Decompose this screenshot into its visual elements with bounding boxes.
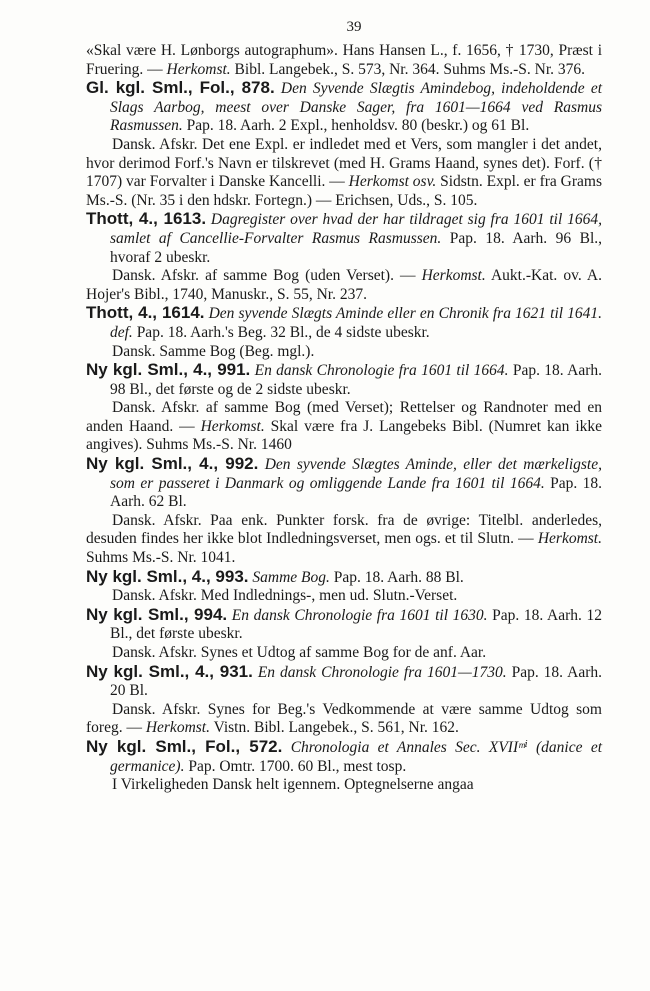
entry-title: Samme Bog. xyxy=(252,568,330,586)
catalog-entry xyxy=(86,304,602,361)
entry-title: En dansk Chronologie fra 1601 til 1630. xyxy=(231,606,488,624)
entry-note xyxy=(86,587,602,606)
entry-heading xyxy=(86,455,602,512)
entry-heading xyxy=(86,738,602,776)
catalog-entry xyxy=(86,79,602,210)
shelfmark: Ny kgl. Sml., Fol., 572. xyxy=(86,736,283,756)
herkomst-label: Herkomst. xyxy=(421,267,486,285)
entry-note xyxy=(86,267,602,304)
herkomst-label: Herkomst osv. xyxy=(348,173,437,191)
entry-description: Pap. 18. Aarh. 12 Bl., det første ubeskr. xyxy=(110,606,602,643)
entry-note xyxy=(86,701,602,738)
entry-title: En dansk Chronologie fra 1601 til 1664. xyxy=(254,362,509,380)
catalog-entry xyxy=(86,738,602,795)
entry-description: Pap. 18. Aarh. 62 Bl. xyxy=(110,474,603,511)
catalog-entry xyxy=(86,568,602,606)
catalog-entry xyxy=(86,663,602,738)
entry-heading xyxy=(86,361,602,399)
entry-title: Den Syvende Slægtis Amindebog, indeholdende et Slags Aarbog, meest over Danske Sager, fra 1601—1664 ved Rasmus Rasmussen. xyxy=(110,80,603,135)
note-text: Dansk. Afskr. Synes for Beg.'s Vedkommende at være samme Udtog som foreg. — xyxy=(86,700,602,737)
entry-description: Pap. 18. Aarh. 96 Bl., hvoraf 2 ubeskr. xyxy=(110,229,602,266)
entry-note xyxy=(86,776,602,795)
intro-text: «Skal være H. Lønborgs autographum». Hans Hansen L., f. 1656, † 1730, Præst i Fruering. — xyxy=(86,42,602,78)
shelfmark: Thott, 4., 1614. xyxy=(86,303,205,323)
entry-title: Dagregister over hvad der har tildraget sig fra 1601 til 1664, samlet af Cancellie-Forvalter Rasmus Rasmussen. xyxy=(110,211,602,247)
note-text: I Virkeligheden Dansk helt igennem. Optegnelserne angaa xyxy=(112,776,474,794)
entry-title: Den syvende Slægtes Aminde, eller det mærkeligste, som er passeret i Danmark og omliggende Lande fra 1601 til 1664. xyxy=(110,456,602,492)
entry-title: Chronologia et Annales Sec. XVIIᵐⁱ (danice et germanice). xyxy=(110,738,603,775)
entry-title: Den syvende Slægts Aminde eller en Chronik fra 1621 til 1641. def. xyxy=(110,305,603,341)
note-text-2: Vistn. Bibl. Langebek., S. 561, Nr. 162. xyxy=(209,719,459,737)
entry-heading xyxy=(86,606,602,644)
shelfmark: Ny kgl. Sml., 4., 991. xyxy=(86,360,251,380)
herkomst-label: Herkomst. xyxy=(166,60,231,78)
note-text-2: Skal være fra J. Langebeks Bibl. (Numret kan ikke angives). Suhms Ms.-S. Nr. 1460 xyxy=(86,417,603,454)
note-text: Dansk. Afskr. af samme Bog (med Verset); Rettelser og Randnoter med en anden Haand. — xyxy=(86,399,602,435)
catalog-entries xyxy=(86,79,602,795)
shelfmark: Ny kgl. Sml., 4., 992. xyxy=(86,454,259,474)
entry-title: En dansk Chronologie fra 1601—1730. xyxy=(257,663,507,681)
entry-note xyxy=(86,644,602,663)
entry-note xyxy=(86,136,602,210)
entry-description: Pap. 18. Aarh.'s Beg. 32 Bl., de 4 sidste ubeskr. xyxy=(132,323,430,341)
note-text: Dansk. Afskr. Det ene Expl. er indledet med et Vers, som mangler i det andet, hvor derimod Forf.'s Navn er tilskrevet (med H. Grams Haand, synes det). Forf. († 1707) var Forvalter i Danske Kancelli. — xyxy=(86,135,602,191)
intro-text-2: Bibl. Langebek., S. 573, Nr. 364. Suhms Ms.-S. Nr. 376. xyxy=(230,60,586,78)
entry-note xyxy=(86,343,602,362)
shelfmark: Thott, 4., 1613. xyxy=(86,209,207,229)
entry-heading xyxy=(86,79,602,136)
entry-note xyxy=(86,399,602,455)
note-text: Dansk. Samme Bog (Beg. mgl.). xyxy=(112,342,315,360)
page-number: 39 xyxy=(346,19,362,35)
catalog-entry xyxy=(86,361,602,455)
note-text-2: Suhms Ms.-S. Nr. 1041. xyxy=(86,549,236,567)
note-text: Dansk. Afskr. af samme Bog (uden Verset). — xyxy=(112,267,422,285)
note-text: Dansk. Afskr. Synes et Udtog af samme Bog for de anf. Aar. xyxy=(112,644,487,661)
entry-description: Pap. 18. Aarh. 2 Expl., henholdsv. 80 (beskr.) og 61 Bl. xyxy=(182,117,530,135)
shelfmark: Ny kgl. Sml., 994. xyxy=(86,604,228,624)
note-text: Dansk. Afskr. Med Indlednings-, men ud. Slutn.-Verset. xyxy=(112,587,458,605)
shelfmark: Ny kgl. Sml., 4., 993. xyxy=(86,566,249,586)
entry-description: Pap. 18. Aarh. 88 Bl. xyxy=(329,568,464,586)
entry-description: Pap. Omtr. 1700. 60 Bl., mest tosp. xyxy=(184,757,407,775)
note-text-2: Aukt.-Kat. ov. A. Hojer's Bibl., 1740, Manuskr., S. 55, Nr. 237. xyxy=(86,267,602,303)
herkomst-label: Herkomst. xyxy=(537,530,602,548)
note-text: Dansk. Afskr. Paa enk. Punkter forsk. fra de øvrige: Titelbl. anderledes, desuden findes her ikke blot Indledningsverset, men ogs. et til Slutn. — xyxy=(86,511,602,548)
entry-description: Pap. 18. Aarh. 98 Bl., det første og de 2 sidste ubeskr. xyxy=(110,362,602,398)
catalog-entry xyxy=(86,455,602,568)
entry-note xyxy=(86,512,602,568)
catalog-entry xyxy=(86,606,602,663)
herkomst-label: Herkomst. xyxy=(200,417,265,435)
catalog-entry xyxy=(86,210,602,304)
entry-heading xyxy=(86,568,602,588)
note-text-2: Sidstn. Expl. er fra Grams Ms.-S. (Nr. 35 i den hdskr. Fortegn.) — Erichsen, Uds., S. 105. xyxy=(86,173,603,209)
entry-description: Pap. 18. Aarh. 20 Bl. xyxy=(110,663,602,700)
herkomst-label: Herkomst. xyxy=(145,719,210,737)
shelfmark: Ny kgl. Sml., 4., 931. xyxy=(86,661,253,681)
entry-heading xyxy=(86,210,602,267)
shelfmark: Gl. kgl. Sml., Fol., 878. xyxy=(86,78,275,98)
entry-heading xyxy=(86,663,602,701)
intro-paragraph xyxy=(86,42,602,79)
entry-heading xyxy=(86,304,602,342)
